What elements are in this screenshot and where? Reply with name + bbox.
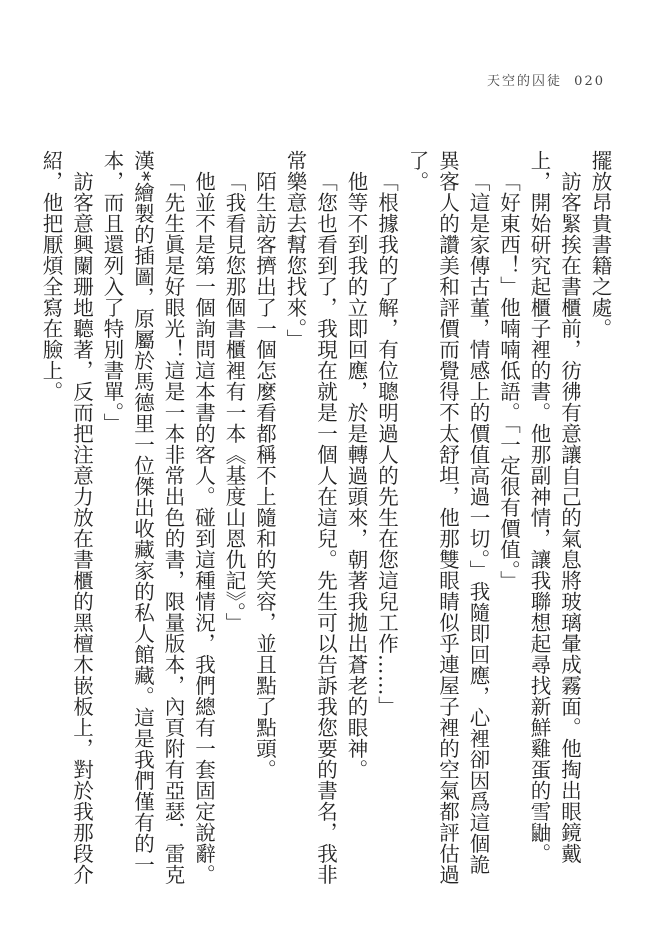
- book-title: 天空的囚徒: [487, 74, 563, 89]
- paragraph: 「好東西！」他喃喃低語。「一定很有價值。」: [496, 170, 521, 591]
- paragraph: 訪客緊挨在書櫃前，彷彿有意讓自己的氣息將玻璃暈成霧面。他掏出眼鏡戴上，開始研究起櫃子裡的書。他那副神情，讓我聯想起尋找新鮮雞蛋的雪鼬。: [527, 150, 582, 864]
- paragraph: 「您也看到了，我現在就是一個人在這兒。先生可以告訴我您要的書名，我非常樂意去幫您找來。」: [283, 150, 338, 885]
- paragraph: 訪客意興闌珊地聽著，反而把注意力放在書櫃的黑檀木嵌板上，對於我那段介紹，他把厭煩全寫在臉上。: [39, 150, 94, 885]
- paragraph: 陌生訪客擠出了一個怎麼看都稱不上隨和的笑容，並且點了點頭。: [252, 170, 277, 780]
- page-number: 020: [574, 74, 605, 89]
- paragraph: 「我看見您那個書櫃裡有一本《基度山恩仇記》。」: [222, 170, 246, 633]
- running-header: [487, 70, 605, 89]
- paragraph: 他等不到我的立即回應，於是轉過頭來，朝著我拋出蒼老的眼神。: [344, 170, 368, 780]
- paragraph: 「先生眞是好眼光！這是一本非常出色的書，限量版本，內頁附有亞瑟．雷克漢*繪製的插圖，原屬於馬德里一位傑出收藏家的私人館藏。這是我們僅有的一本，而且還列入了特別書單。」: [100, 150, 185, 885]
- body-text: [36, 150, 616, 890]
- paragraph: 「根據我的了解，有位聰明過人的先生在您這兒工作……」: [374, 170, 399, 717]
- paragraph: 他並不是第一個詢問這本書的客人。碰到這種情況，我們總有一套固定說辭。: [191, 170, 216, 885]
- paragraph: 擺放昂貴書籍之處。: [588, 150, 612, 339]
- paragraph: 「這是家傳古董，情感上的價值高過一切。」我隨即回應，心裡卻因爲這個詭異客人的讚美和評價而覺得不太舒坦，他那雙眼睛似乎連屋子裡的空氣都評估過了。: [405, 150, 490, 885]
